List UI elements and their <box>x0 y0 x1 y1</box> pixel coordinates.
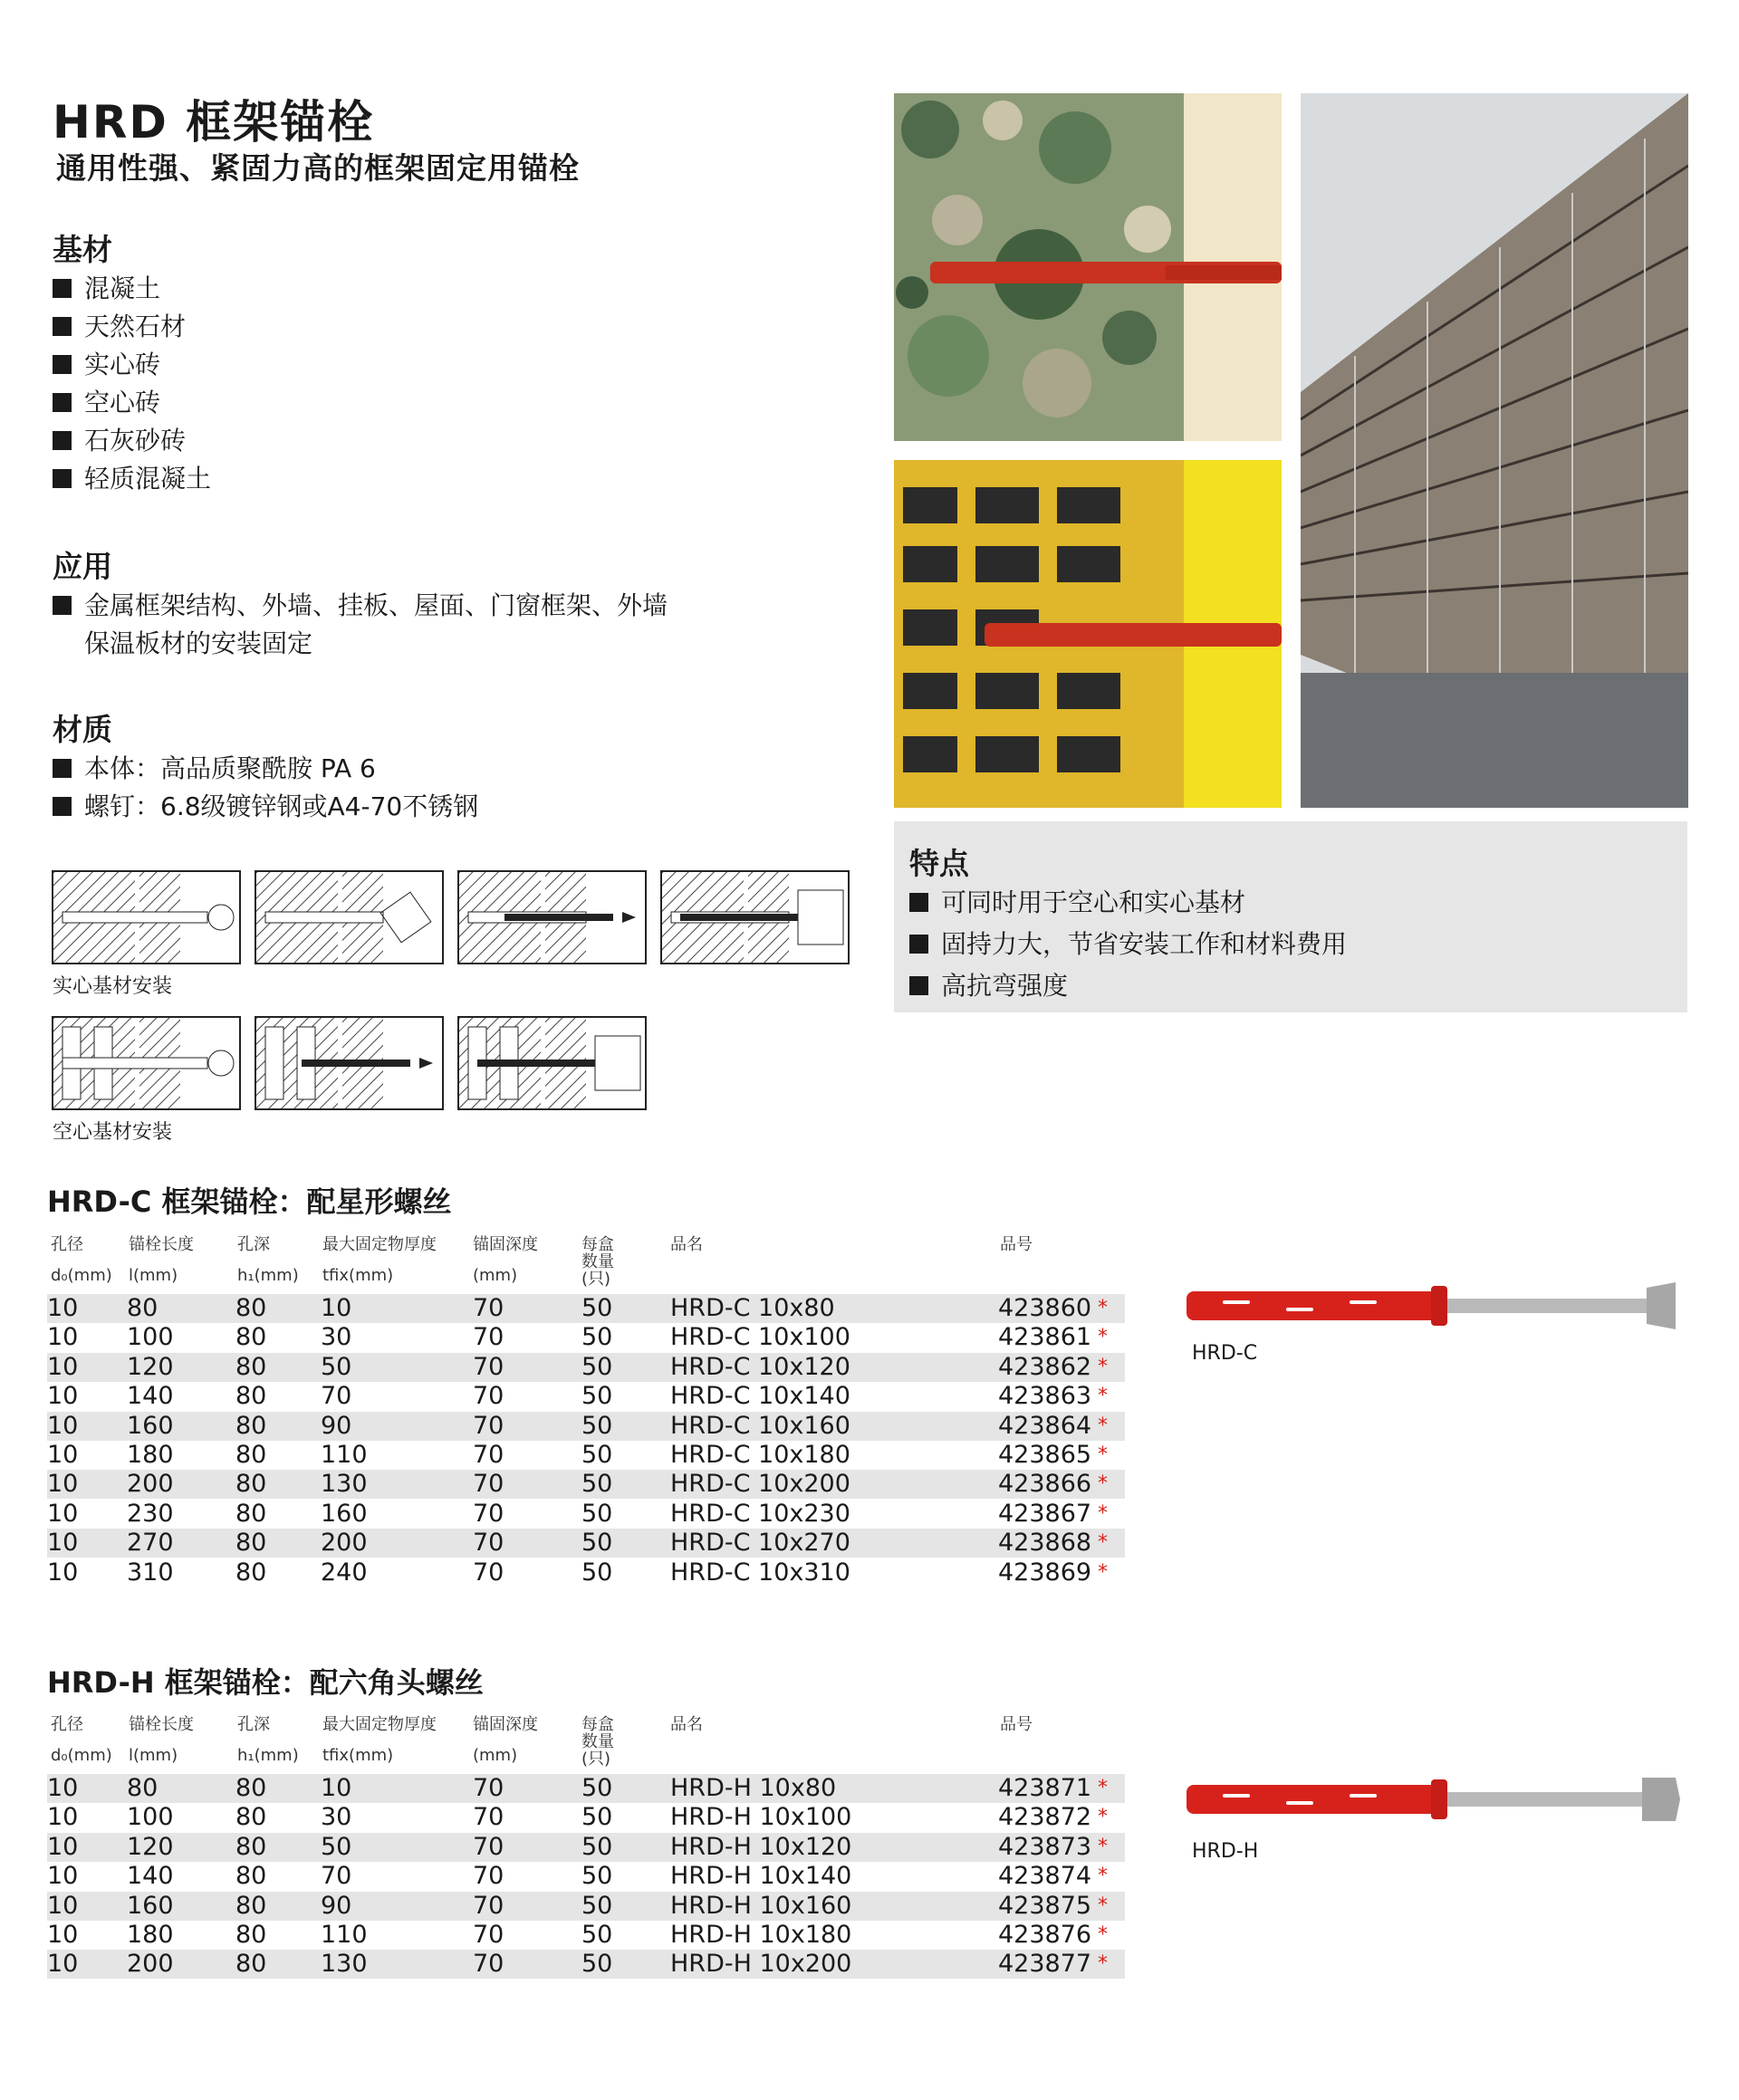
table-cell: 423871 <box>998 1774 1092 1802</box>
availability-star-mark: * <box>1098 1923 1108 1946</box>
table-cell: 80 <box>235 1294 267 1322</box>
concrete-anchor-photo <box>894 93 1282 441</box>
table-cell: 50 <box>581 1862 613 1891</box>
table-cell: 80 <box>235 1803 267 1832</box>
table-cell: 70 <box>321 1382 352 1411</box>
table-cell: 423863 <box>998 1382 1092 1411</box>
table-cell: 423866 <box>998 1470 1092 1499</box>
availability-star-mark: * <box>1098 1777 1108 1799</box>
table-cell: 70 <box>473 1441 504 1469</box>
table-cell: 80 <box>235 1352 267 1381</box>
table-cell: 70 <box>473 1803 504 1832</box>
table-cell: 110 <box>321 1921 368 1949</box>
availability-star-mark: * <box>1098 1501 1108 1525</box>
table-cell: 10 <box>47 1832 79 1861</box>
table-cell: 50 <box>581 1499 613 1528</box>
table-row <box>47 1803 1125 1832</box>
table-cell: 10 <box>47 1862 79 1891</box>
table-cell: 50 <box>581 1441 613 1469</box>
table-cell: 80 <box>235 1558 267 1587</box>
table-cell: 50 <box>581 1411 613 1440</box>
table-cell: 100 <box>127 1323 174 1352</box>
features-list <box>909 882 1347 1007</box>
table-cell: 50 <box>581 1352 613 1381</box>
table-cell: 10 <box>47 1411 79 1440</box>
availability-star-mark: * <box>1098 1865 1108 1888</box>
table-cell: 160 <box>127 1891 174 1920</box>
table-cell: 70 <box>321 1862 352 1891</box>
availability-star-mark: * <box>1098 1326 1108 1349</box>
table-cell: 270 <box>127 1529 174 1558</box>
table-cell: 423868 <box>998 1529 1092 1558</box>
table-cell: 10 <box>321 1774 352 1802</box>
solid-install-step-1-diagram <box>52 870 241 964</box>
table-cell: 10 <box>47 1294 79 1322</box>
table-cell: 10 <box>47 1382 79 1411</box>
availability-star-mark: * <box>1098 1385 1108 1408</box>
table-cell: 30 <box>321 1323 352 1352</box>
list-item: 空心砖 <box>53 384 211 422</box>
features-heading: 特点 <box>909 846 969 881</box>
table-row <box>47 1323 1125 1352</box>
table-cell: 10 <box>47 1529 79 1558</box>
table-cell: HRD-H 10x200 <box>670 1950 852 1979</box>
availability-star-mark: * <box>1098 1414 1108 1437</box>
hollow-install-caption: 空心基材安装 <box>53 1121 173 1144</box>
hrd-h-table-header: 孔径 d₀(mm) 锚栓长度 l(mm) 孔深 h₁(mm) 最大固定物厚度 tfix(mm) 锚固深度 (mm) 每盒 数量 (只) 品名 品号 <box>51 1715 1033 1769</box>
bullet-square-icon <box>53 355 72 374</box>
availability-star-mark: * <box>1098 1355 1108 1378</box>
solid-install-step-4-diagram <box>660 870 850 964</box>
table-cell: 423869 <box>998 1558 1092 1587</box>
table-cell: 120 <box>127 1832 174 1861</box>
bullet-square-icon <box>909 935 928 954</box>
solid-install-caption: 实心基材安装 <box>53 975 173 998</box>
bullet-square-icon <box>53 469 72 488</box>
table-cell: 70 <box>473 1558 504 1587</box>
table-cell: 80 <box>235 1499 267 1528</box>
table-cell: 423872 <box>998 1803 1092 1832</box>
table-row <box>47 1862 1125 1891</box>
table-cell: 50 <box>581 1774 613 1802</box>
table-row <box>47 1500 1125 1529</box>
table-cell: 50 <box>581 1529 613 1558</box>
table-row <box>47 1382 1125 1411</box>
bullet-square-icon <box>909 893 928 912</box>
table-cell: 140 <box>127 1382 174 1411</box>
table-cell: 50 <box>581 1323 613 1352</box>
table-row <box>47 1529 1125 1558</box>
table-row <box>47 1294 1125 1323</box>
table-cell: 70 <box>473 1862 504 1891</box>
hollow-install-step-2-diagram <box>255 1016 444 1110</box>
table-cell: 70 <box>473 1529 504 1558</box>
table-cell: 80 <box>127 1294 159 1322</box>
table-cell: 80 <box>235 1862 267 1891</box>
material-heading: 材质 <box>53 712 112 747</box>
table-cell: 10 <box>321 1294 352 1322</box>
solid-install-step-3-diagram <box>457 870 647 964</box>
table-cell: 423875 <box>998 1891 1092 1920</box>
table-cell: HRD-H 10x120 <box>670 1832 852 1861</box>
hrd-c-image-caption: HRD-C <box>1192 1342 1258 1365</box>
table-cell: 310 <box>127 1558 174 1587</box>
base-list <box>53 270 211 498</box>
table-cell: 50 <box>581 1294 613 1322</box>
table-cell: 140 <box>127 1862 174 1891</box>
table-cell: 70 <box>473 1832 504 1861</box>
availability-star-mark: * <box>1098 1531 1108 1555</box>
table-cell: 160 <box>127 1411 174 1440</box>
table-cell: 110 <box>321 1441 368 1469</box>
table-cell: HRD-C 10x200 <box>670 1470 850 1499</box>
table-cell: 100 <box>127 1803 174 1832</box>
bullet-square-icon <box>53 797 72 816</box>
table-cell: 160 <box>321 1499 368 1528</box>
table-cell: 90 <box>321 1411 352 1440</box>
availability-star-mark: * <box>1098 1894 1108 1917</box>
page-title: HRD 框架锚栓 <box>53 96 375 149</box>
table-cell: 10 <box>47 1921 79 1949</box>
table-cell: 423873 <box>998 1832 1092 1861</box>
table-cell: 200 <box>127 1470 174 1499</box>
table-cell: 50 <box>581 1950 613 1979</box>
list-item: 混凝土 <box>53 270 211 308</box>
table-row <box>47 1833 1125 1862</box>
list-item-continuation: 保温板材的安装固定 <box>84 628 313 658</box>
table-cell: 70 <box>473 1950 504 1979</box>
table-row <box>47 1950 1125 1979</box>
availability-star-mark: * <box>1098 1297 1108 1319</box>
table-cell: 423877 <box>998 1950 1092 1979</box>
material-list <box>53 750 478 826</box>
list-item: 轻质混凝土 <box>53 460 211 498</box>
table-cell: 180 <box>127 1441 174 1469</box>
hrd-h-image-caption: HRD-H <box>1192 1840 1259 1863</box>
table-cell: 80 <box>127 1774 159 1802</box>
table-cell: 10 <box>47 1499 79 1528</box>
scaffolding-building-photo <box>1301 93 1688 808</box>
table-cell: HRD-C 10x180 <box>670 1441 850 1469</box>
availability-star-mark: * <box>1098 1835 1108 1858</box>
table-cell: 230 <box>127 1499 174 1528</box>
list-item: 高抗弯强度 <box>909 965 1347 1007</box>
table-cell: HRD-H 10x180 <box>670 1921 852 1949</box>
table-cell: 70 <box>473 1470 504 1499</box>
table-cell: 200 <box>321 1529 368 1558</box>
hrd-c-anchor-image <box>1187 1279 1680 1333</box>
availability-star-mark: * <box>1098 1952 1108 1976</box>
bullet-square-icon <box>53 431 72 450</box>
hollow-install-step-1-diagram <box>52 1016 241 1110</box>
bullet-square-icon <box>53 393 72 412</box>
table-cell: 200 <box>127 1950 174 1979</box>
bullet-square-icon <box>909 976 928 995</box>
table-cell: 423867 <box>998 1499 1092 1528</box>
hrd-h-anchor-image <box>1187 1770 1680 1828</box>
table-row <box>47 1470 1125 1499</box>
bullet-square-icon <box>53 596 72 615</box>
table-cell: 70 <box>473 1294 504 1322</box>
hrd-h-table-title: HRD-H 框架锚栓：配六角头螺丝 <box>47 1665 484 1700</box>
bullet-square-icon <box>53 279 72 298</box>
table-cell: 423865 <box>998 1441 1092 1469</box>
bullet-square-icon <box>53 317 72 336</box>
table-cell: 80 <box>235 1470 267 1499</box>
table-cell: 80 <box>235 1774 267 1802</box>
list-item: 固持力大，节省安装工作和材料费用 <box>909 924 1347 965</box>
table-cell: 70 <box>473 1411 504 1440</box>
table-cell: HRD-C 10x230 <box>670 1499 850 1528</box>
table-cell: 50 <box>581 1558 613 1587</box>
table-cell: 50 <box>581 1470 613 1499</box>
table-row <box>47 1774 1125 1803</box>
table-cell: HRD-C 10x310 <box>670 1558 850 1587</box>
table-cell: 80 <box>235 1950 267 1979</box>
table-cell: 10 <box>47 1558 79 1587</box>
table-cell: 423860 <box>998 1294 1092 1322</box>
table-cell: 80 <box>235 1891 267 1920</box>
table-cell: 10 <box>47 1352 79 1381</box>
table-cell: 10 <box>47 1323 79 1352</box>
bullet-square-icon <box>53 759 72 778</box>
table-cell: 10 <box>47 1441 79 1469</box>
table-cell: 30 <box>321 1803 352 1832</box>
table-cell: 90 <box>321 1891 352 1920</box>
table-cell: 423861 <box>998 1323 1092 1352</box>
table-cell: 50 <box>581 1891 613 1920</box>
list-item: 可同时用于空心和实心基材 <box>909 882 1347 924</box>
table-cell: 50 <box>581 1921 613 1949</box>
table-cell: 50 <box>581 1803 613 1832</box>
table-cell: 130 <box>321 1470 368 1499</box>
table-row <box>47 1558 1125 1587</box>
table-cell: 80 <box>235 1832 267 1861</box>
table-row <box>47 1441 1125 1470</box>
table-cell: 80 <box>235 1411 267 1440</box>
list-item: 螺钉：6.8级镀锌钢或A4-70不锈钢 <box>53 788 478 826</box>
table-cell: HRD-C 10x100 <box>670 1323 850 1352</box>
table-cell: 120 <box>127 1352 174 1381</box>
hollow-brick-anchor-photo <box>894 460 1282 808</box>
table-cell: 180 <box>127 1921 174 1949</box>
table-cell: 50 <box>581 1832 613 1861</box>
availability-star-mark: * <box>1098 1806 1108 1829</box>
table-cell: 10 <box>47 1470 79 1499</box>
table-row <box>47 1921 1125 1950</box>
list-item: 石灰砂砖 <box>53 422 211 460</box>
availability-star-mark: * <box>1098 1443 1108 1466</box>
solid-install-step-2-diagram <box>255 870 444 964</box>
table-cell: HRD-C 10x160 <box>670 1411 850 1440</box>
table-cell: 423874 <box>998 1862 1092 1891</box>
list-item: 金属框架结构、外墙、挂板、屋面、门窗框架、外墙 <box>53 587 668 625</box>
hrd-c-table-header: 孔径 d₀(mm) 锚栓长度 l(mm) 孔深 h₁(mm) 最大固定物厚度 tfix(mm) 锚固深度 (mm) 每盒 数量 (只) 品名 品号 <box>51 1235 1033 1289</box>
table-cell: HRD-H 10x160 <box>670 1891 852 1920</box>
table-cell: 70 <box>473 1382 504 1411</box>
table-cell: 423864 <box>998 1411 1092 1440</box>
table-cell: 130 <box>321 1950 368 1979</box>
table-row <box>47 1353 1125 1382</box>
availability-star-mark: * <box>1098 1472 1108 1496</box>
table-cell: HRD-H 10x80 <box>670 1774 837 1802</box>
table-cell: 80 <box>235 1921 267 1949</box>
table-cell: 50 <box>321 1832 352 1861</box>
hrd-c-table-title: HRD-C 框架锚栓：配星形螺丝 <box>47 1184 452 1219</box>
table-cell: 10 <box>47 1803 79 1832</box>
table-cell: HRD-C 10x270 <box>670 1529 850 1558</box>
table-row <box>47 1412 1125 1441</box>
list-item: 本体：高品质聚酰胺 PA 6 <box>53 750 478 788</box>
table-cell: 70 <box>473 1352 504 1381</box>
table-cell: 423876 <box>998 1921 1092 1949</box>
table-cell: 70 <box>473 1774 504 1802</box>
application-heading: 应用 <box>53 549 112 584</box>
table-cell: 70 <box>473 1323 504 1352</box>
table-cell: 50 <box>581 1382 613 1411</box>
table-row <box>47 1892 1125 1921</box>
availability-star-mark: * <box>1098 1560 1108 1584</box>
application-list <box>53 587 668 663</box>
list-item: 实心砖 <box>53 346 211 384</box>
table-cell: 240 <box>321 1558 368 1587</box>
table-cell: HRD-C 10x80 <box>670 1294 835 1322</box>
table-cell: HRD-H 10x140 <box>670 1862 852 1891</box>
table-cell: 50 <box>321 1352 352 1381</box>
table-cell: 10 <box>47 1891 79 1920</box>
table-cell: 80 <box>235 1323 267 1352</box>
table-cell: 423862 <box>998 1352 1092 1381</box>
table-cell: 70 <box>473 1499 504 1528</box>
page-subtitle: 通用性强、紧固力高的框架固定用锚栓 <box>56 150 580 186</box>
base-heading: 基材 <box>53 232 112 267</box>
table-cell: HRD-C 10x120 <box>670 1352 850 1381</box>
hollow-install-step-3-diagram <box>457 1016 647 1110</box>
table-cell: 80 <box>235 1382 267 1411</box>
list-item: 天然石材 <box>53 308 211 346</box>
table-cell: 10 <box>47 1950 79 1979</box>
table-cell: 10 <box>47 1774 79 1802</box>
table-cell: HRD-H 10x100 <box>670 1803 852 1832</box>
table-cell: 70 <box>473 1921 504 1949</box>
table-cell: 80 <box>235 1529 267 1558</box>
table-cell: 80 <box>235 1441 267 1469</box>
table-cell: HRD-C 10x140 <box>670 1382 850 1411</box>
table-cell: 70 <box>473 1891 504 1920</box>
